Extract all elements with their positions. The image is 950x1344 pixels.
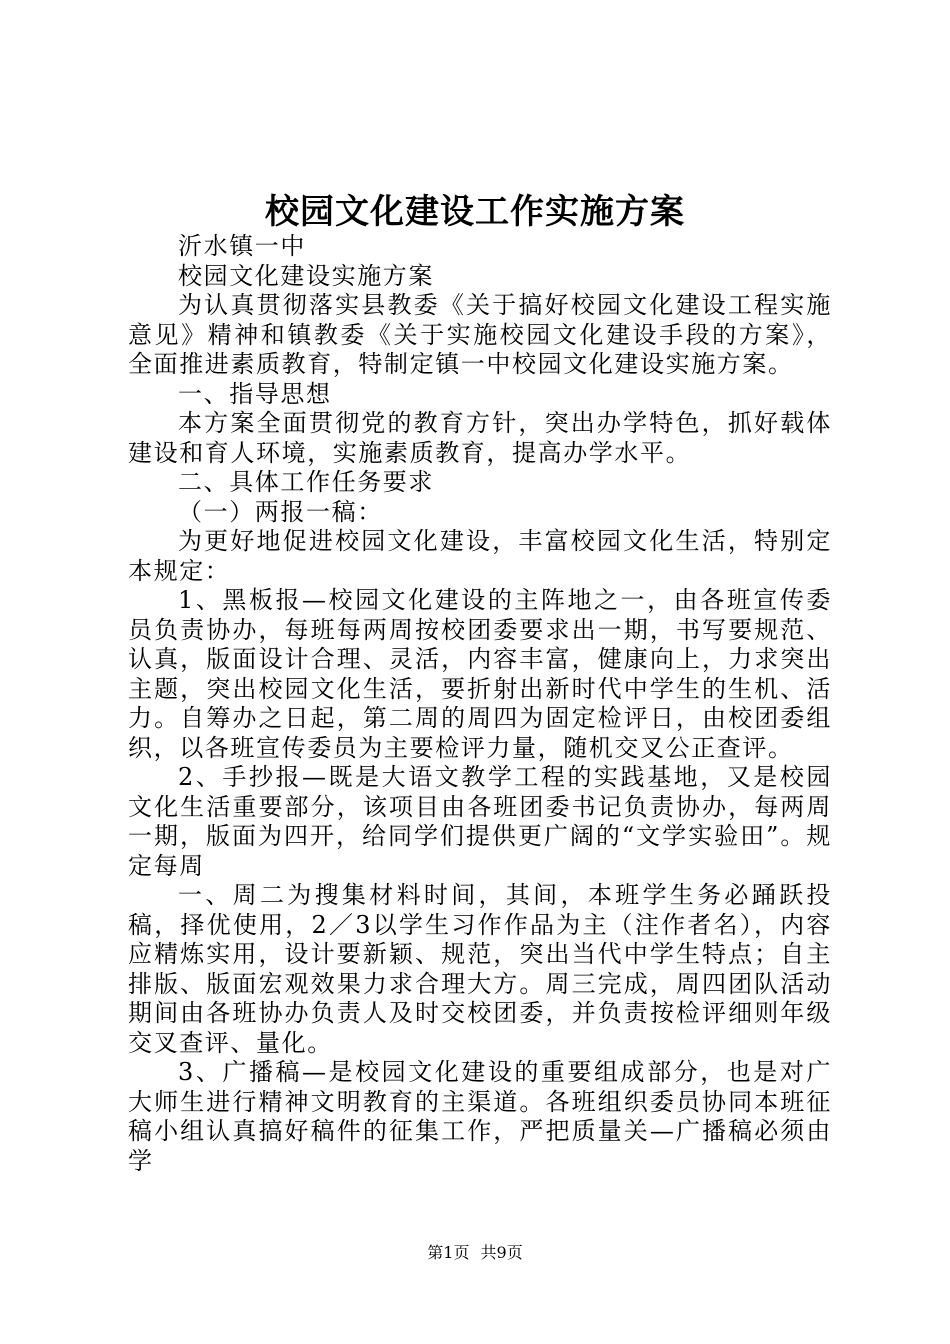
paragraph-schedule: 一、周二为搜集材料时间，其间，本班学生务必踊跃投稿，择优使用，2／3以学生习作作品为主（注作者名），内容应精炼实用，设计要新颖、规范，突出当代中学生特点；自主排版、版面宏观效果力求合理大方。周三完成，周四团队活动期间由各班协办负责人及时交校团委，并负责按检评细则年级交叉查评、量化。	[128, 881, 832, 1057]
page-total: 共9页	[480, 1243, 523, 1262]
heading-two-papers-one-draft: （一）两报一稿：	[178, 497, 383, 526]
paragraph-blackboard: 1、黑板报—校园文化建设的主阵地之一，由各班宣传委员负责协办，每班每两周按校团委要求出一期，书写要规范、认真，版面设计合理、灵活，内容丰富，健康向上，力求突出主题，突出校园文化生活，要折射出新时代中学生的生机、活力。自筹办之日起，第二周的周四为固定检评日，由校团委组织，以各班宣传委员为主要检评力量，随机交叉公正查评。	[128, 586, 832, 762]
page-footer	[0, 1240, 950, 1263]
page-number: 第1页	[427, 1243, 470, 1262]
paragraph-guiding-ideology: 本方案全面贯彻党的教育方针，突出办学特色，抓好载体建设和育人环境，实施素质教育，提高办学水平。	[128, 409, 832, 467]
paragraph-broadcast: 3、广播稿—是校园文化建设的重要组成部分，也是对广大师生进行精神文明教育的主渠道。各班组织委员协同本班征稿小组认真搞好稿件的征集工作，严把质量关—广播稿必须由学	[128, 1058, 832, 1175]
paragraph-school: 沂水镇一中	[178, 232, 306, 260]
paragraph-intro: 为认真贯彻落实县教委《关于搞好校园文化建设工程实施意见》精神和镇教委《关于实施校园文化建设手段的方案》，全面推进素质教育，特制定镇一中校园文化建设实施方案。	[128, 291, 832, 378]
heading-task-requirements: 二、具体工作任务要求	[178, 468, 434, 496]
heading-guiding-ideology: 一、指导思想	[178, 379, 332, 408]
paragraph-regulation: 为更好地促进校园文化建设，丰富校园文化生活，特别定本规定：	[128, 527, 832, 585]
paragraph-subtitle: 校园文化建设实施方案	[178, 261, 434, 290]
paragraph-handwritten-paper: 2、手抄报—既是大语文教学工程的实践基地，又是校园文化生活重要部分，该项目由各班团委书记负责协办，每两周一期，版面为四开，给同学们提供更广阔的“文学实验田”。规定每周	[128, 763, 832, 880]
document-title: 校园文化建设工作实施方案	[265, 192, 685, 232]
document-body	[128, 232, 832, 1176]
